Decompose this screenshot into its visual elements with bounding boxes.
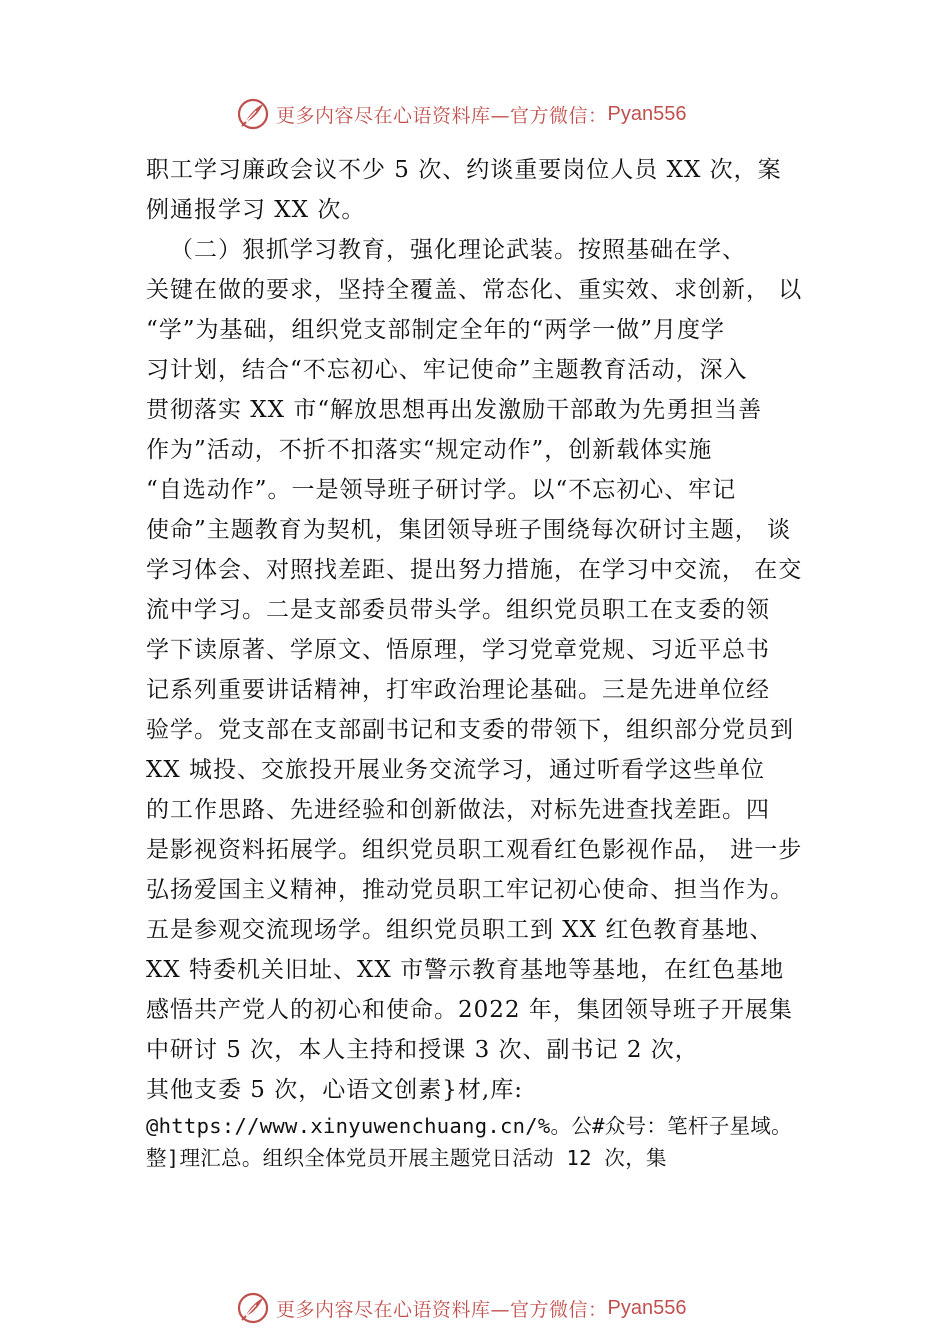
body-line: “自选动作”。一是领导班子研讨学。以“不忘初心、牢记 xyxy=(146,477,737,503)
body-line: 作为”活动，不折不扣落实“规定动作”，创新载体实施 xyxy=(146,437,713,463)
body-line: 感悟共产党人的初心和使命。2022 年，集团领导班子开展集 xyxy=(146,997,793,1023)
document-body xyxy=(146,150,846,1174)
body-line: 是影视资料拓展学。组织党员职工观看红色影视作品， 进一步 xyxy=(146,837,803,863)
body-line-monospace: 整]理汇总。组织全体党员开展主题党日活动 12 次，集 xyxy=(146,1146,667,1170)
body-line: 习计划，结合“不忘初心、牢记使命”主题教育活动，深入 xyxy=(146,357,748,383)
body-line: 例通报学习 XX 次。 xyxy=(146,197,366,223)
header-watermark-banner xyxy=(236,97,686,131)
body-line: 验学。党支部在支部副书记和支委的带领下，组织部分党员到 xyxy=(146,717,794,743)
body-line: 弘扬爱国主义精神，推动党员职工牢记初心使命、担当作为。 xyxy=(146,877,794,903)
body-line: XX 城投、交旅投开展业务交流学习，通过听看学这些单位 xyxy=(146,757,766,783)
body-line: 贯彻落实 XX 市“解放思想再出发激励干部敢为先勇担当善 xyxy=(146,397,763,423)
header-watermark-text: 更多内容尽在心语资料库—官方微信： xyxy=(276,104,608,127)
body-line: XX 特委机关旧址、XX 市警示教育基地等基地，在红色基地 xyxy=(146,957,785,983)
body-line: 使命”主题教育为契机，集团领导班子围绕每次研讨主题， 谈 xyxy=(146,517,792,543)
paragraph-heading-line: （二）狠抓学习教育，强化理论武装。按照基础在学、 xyxy=(170,237,746,263)
feather-pen-logo-icon xyxy=(236,97,270,131)
body-line: 五是参观交流现场学。组织党员职工到 XX 红色教育基地、 xyxy=(146,917,774,943)
body-line-monospace: @https://www.xinyuwenchuang.cn/%。公#众号：笔杆子星域。 xyxy=(146,1114,792,1138)
body-line: 中研讨 5 次，本人主持和授课 3 次、副书记 2 次， xyxy=(146,1037,699,1063)
feather-pen-logo-icon xyxy=(236,1291,270,1325)
body-line: 其他支委 5 次，心语文创素}材,库: xyxy=(146,1077,523,1103)
body-line: 职工学习廉政会议不少 5 次、约谈重要岗位人员 XX 次，案 xyxy=(146,157,782,183)
body-line: 记系列重要讲话精神，打牢政治理论基础。三是先进单位经 xyxy=(146,677,770,703)
footer-watermark-text: 更多内容尽在心语资料库—官方微信： xyxy=(276,1298,608,1321)
header-watermark-wechat-id: Pyan556 xyxy=(607,102,687,125)
body-line: 流中学习。二是支部委员带头学。组织党员职工在支委的领 xyxy=(146,597,770,623)
body-line: 关键在做的要求，坚持全覆盖、常态化、重实效、求创新， 以 xyxy=(146,277,803,303)
body-line: “学”为基础，组织党支部制定全年的“两学一做”月度学 xyxy=(146,317,726,343)
body-line: 的工作思路、先进经验和创新做法，对标先进查找差距。四 xyxy=(146,797,770,823)
footer-watermark-wechat-id: Pyan556 xyxy=(607,1296,687,1319)
body-line: 学下读原著、学原文、悟原理，学习党章党规、习近平总书 xyxy=(146,637,770,663)
footer-watermark-banner xyxy=(236,1291,686,1325)
body-line: 学习体会、对照找差距、提出努力措施，在学习中交流， 在交 xyxy=(146,557,803,583)
